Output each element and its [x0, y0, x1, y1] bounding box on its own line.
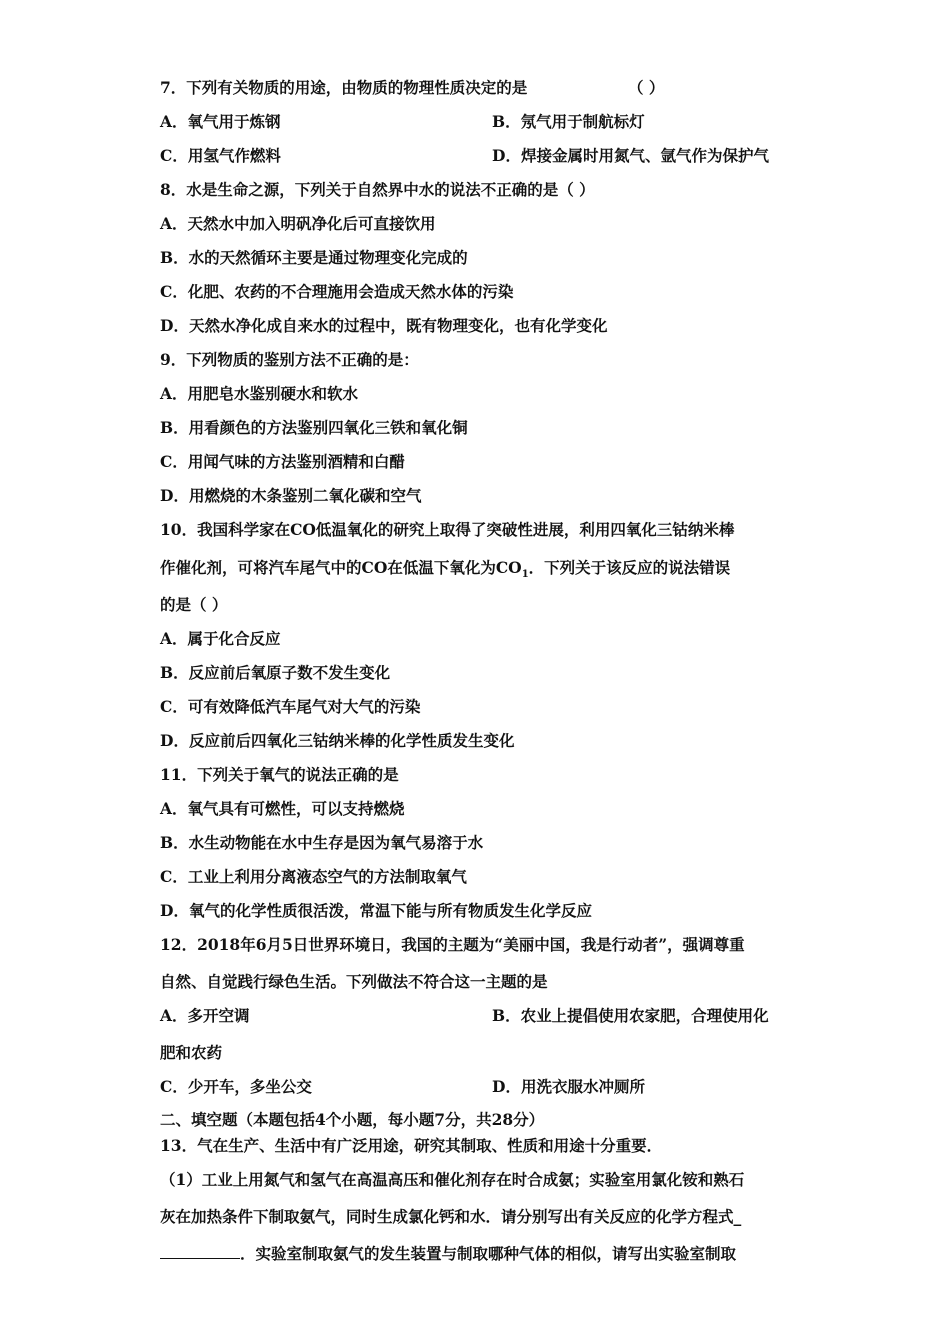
- q9-option-b: B．用看颜色的方法鉴别四氧化三铁和氧化铜: [160, 418, 468, 437]
- q10-stem-line3: 的是（ ）: [160, 595, 228, 614]
- q11-option-c: C．工业上利用分离液态空气的方法制取氧气: [160, 867, 467, 886]
- q9-stem: 9．下列物质的鉴别方法不正确的是：: [160, 350, 419, 369]
- q12-option-c: C．少开车，多坐公交: [160, 1077, 312, 1096]
- q7-option-d: D．焊接金属时用氮气、氩气作为保护气: [492, 146, 769, 165]
- q11-option-a: A．氧气具有可燃性，可以支持燃烧: [160, 799, 405, 818]
- q10-stem-line2: 作催化剂，可将汽车尾气中的CO在低温下氧化为$CO_1$．下列关于该反应的说法错误: [160, 558, 731, 581]
- q8-stem: 8．水是生命之源，下列关于自然界中水的说法不正确的是（ ）: [160, 180, 595, 199]
- q12-option-d: D．用洗衣服水冲厕所: [492, 1077, 645, 1096]
- q13-part1-line2: 灰在加热条件下制取氨气，同时生成氯化钙和水．请分别写出有关反应的化学方程式_: [160, 1207, 742, 1226]
- q12-stem-line1: 12．2018年6月5日世界环境日，我国的主题为“美丽中国，我是行动者”，强调尊重: [160, 935, 745, 954]
- q10-option-b: B．反应前后氧原子数不发生变化: [160, 663, 391, 682]
- q8-option-d: D．天然水净化成自来水的过程中，既有物理变化，也有化学变化: [160, 316, 608, 335]
- q11-stem: 11．下列关于氧气的说法正确的是: [160, 765, 399, 784]
- q12-stem-line2: 自然、自觉践行绿色生活。下列做法不符合这一主题的是: [160, 972, 548, 991]
- q7-option-a: A．氧气用于炼钢: [160, 112, 281, 131]
- q9-option-c: C．用闻气味的方法鉴别酒精和白醋: [160, 452, 405, 471]
- answer-blank[interactable]: [160, 1244, 240, 1259]
- section-heading-fill-in: 二、填空题（本题包括4个小题，每小题7分，共28分）: [160, 1110, 545, 1129]
- q7-answer-paren: （ ）: [628, 78, 665, 97]
- q13-stem: 13．气在生产、生活中有广泛用途，研究其制取、性质和用途十分重要．: [160, 1136, 663, 1155]
- q8-option-c: C．化肥、农药的不合理施用会造成天然水体的污染: [160, 282, 514, 301]
- q10-option-d: D．反应前后四氧化三钴纳米棒的化学性质发生变化: [160, 731, 515, 750]
- q8-option-a: A．天然水中加入明矾净化后可直接饮用: [160, 214, 436, 233]
- q8-option-b: B．水的天然循环主要是通过物理变化完成的: [160, 248, 468, 267]
- q7-option-b: B．氖气用于制航标灯: [492, 112, 645, 131]
- q10-option-c: C．可有效降低汽车尾气对大气的污染: [160, 697, 421, 716]
- q13-part1-line3: ．实验室制取氨气的发生装置与制取哪种气体的相似，请写出实验室制取: [160, 1244, 736, 1264]
- q11-option-d: D．氧气的化学性质很活泼，常温下能与所有物质发生化学反应: [160, 901, 592, 920]
- q10-option-a: A．属于化合反应: [160, 629, 281, 648]
- q7-option-c: C．用氢气作燃料: [160, 146, 281, 165]
- q7-stem: 7．下列有关物质的用途，由物质的物理性质决定的是: [160, 78, 528, 97]
- q12-option-b-continued: 肥和农药: [160, 1043, 223, 1062]
- q10-stem-line1: 10．我国科学家在CO低温氧化的研究上取得了突破性进展，利用四氧化三钴纳米棒: [160, 520, 735, 539]
- q11-option-b: B．水生动物能在水中生存是因为氧气易溶于水: [160, 833, 484, 852]
- q13-part1-line1: （1）工业上用氮气和氢气在高温高压和催化剂存在时合成氨；实验室用氯化铵和熟石: [160, 1170, 745, 1189]
- q12-option-b: B．农业上提倡使用农家肥，合理使用化: [492, 1006, 769, 1025]
- q9-option-a: A．用肥皂水鉴别硬水和软水: [160, 384, 359, 403]
- q9-option-d: D．用燃烧的木条鉴别二氧化碳和空气: [160, 486, 422, 505]
- q12-option-a: A．多开空调: [160, 1006, 250, 1025]
